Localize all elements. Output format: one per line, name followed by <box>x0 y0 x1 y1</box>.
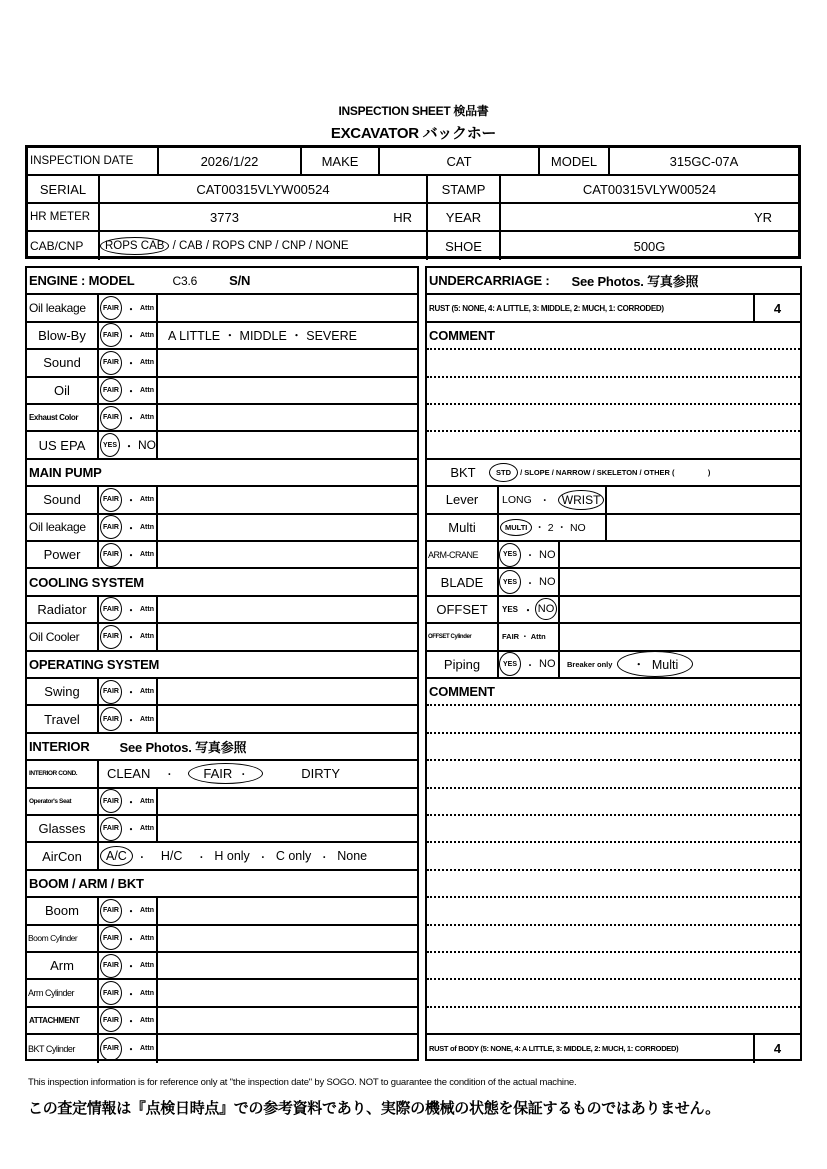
row-label: Boom Cylinder <box>27 926 99 951</box>
attn-option: Attn <box>140 633 154 641</box>
row-label: Sound <box>27 350 99 375</box>
bkt-row <box>427 460 800 487</box>
table-row <box>27 1008 417 1035</box>
no-option: NO <box>138 438 156 453</box>
table-row <box>27 1035 417 1062</box>
status-options <box>99 679 158 704</box>
yes-no-options <box>499 597 560 622</box>
separator: ・ <box>539 496 550 508</box>
yes-no-options <box>499 569 560 594</box>
disclaimer-english: This inspection information is for reference only at "the inspection date" by SOGO. NOT to guarantee the condition of the actual machine. <box>28 1077 577 1088</box>
rust-body-row <box>427 1035 800 1062</box>
engine-model-value: C3.6 <box>172 273 198 288</box>
serial-label: SERIAL <box>28 176 100 202</box>
make-label: MAKE <box>302 148 380 174</box>
fair-circle: FAIR <box>100 680 122 704</box>
attn-option: Attn <box>140 359 154 367</box>
status-options <box>99 487 158 512</box>
machine-info-table <box>25 145 801 259</box>
table-row <box>27 542 417 569</box>
no-selected-circle: NO <box>535 598 557 620</box>
attn-option: Attn <box>140 605 154 613</box>
status-options <box>99 295 158 320</box>
table-row <box>27 405 417 432</box>
row-label: ARM-CRANE <box>427 542 499 567</box>
rust-value: 4 <box>773 300 782 316</box>
row-label: Exhaust Color <box>27 405 99 430</box>
comment-cell[interactable] <box>158 953 417 978</box>
separator: ・ <box>126 386 136 398</box>
separator: ・ <box>126 359 136 371</box>
inspection-date-value: 2026/1/22 <box>159 148 302 174</box>
separator: ・ <box>126 1045 136 1057</box>
status-options <box>99 953 158 978</box>
table-row <box>27 597 417 624</box>
comment-header-row <box>427 323 800 350</box>
comment-cell[interactable] <box>158 980 417 1005</box>
table-row <box>27 953 417 980</box>
yes-no-options <box>499 542 560 567</box>
row-label: Lever <box>427 487 499 512</box>
table-row <box>27 350 417 377</box>
comment-line[interactable] <box>427 953 800 980</box>
model-label: MODEL <box>540 148 610 174</box>
fair-circle: FAIR <box>100 707 122 731</box>
fair-circle: FAIR <box>100 543 122 567</box>
separator: ・ <box>126 907 136 919</box>
attn-option: Attn <box>140 523 154 531</box>
yes-circle: YES <box>100 433 120 457</box>
row-label: BLADE <box>427 569 499 594</box>
separator: ・ <box>126 551 136 563</box>
wrist-selected-circle: WRIST <box>558 490 605 510</box>
comment-cell[interactable] <box>158 789 417 814</box>
attn-option: Attn <box>140 715 154 723</box>
aircon-row <box>27 843 417 870</box>
separator: ・ <box>126 688 136 700</box>
row-label: US EPA <box>27 432 99 457</box>
engine-sn-label: S/N <box>229 273 251 289</box>
row-label: Oil leakage <box>27 515 99 540</box>
row-label: Travel <box>27 706 99 731</box>
offset-row <box>427 597 800 624</box>
yes-circle: YES <box>499 652 521 676</box>
fair-circle: FAIR <box>100 296 122 320</box>
hr-meter-label: HR METER <box>28 204 100 230</box>
separator: ・ <box>523 605 534 617</box>
comment-label: COMMENT <box>429 327 495 343</box>
fair-circle: FAIR <box>100 926 122 950</box>
fair-circle: FAIR <box>100 817 122 841</box>
interior-title: INTERIOR <box>29 738 90 754</box>
attn-option: Attn <box>140 304 154 312</box>
separator: ・ <box>196 852 207 864</box>
attn-option: Attn <box>140 551 154 559</box>
table-row <box>27 926 417 953</box>
std-selected-circle: STD <box>489 463 518 482</box>
stamp-label: STAMP <box>428 176 501 202</box>
cab-other-options: / CAB / ROPS CNP / CNP / NONE <box>169 240 349 252</box>
row-label: Glasses <box>27 816 99 841</box>
interior-section-title <box>27 734 417 759</box>
rust-body-value: 4 <box>773 1041 782 1057</box>
none-option: None <box>337 849 368 864</box>
status-options <box>99 706 158 731</box>
multi-row <box>427 515 800 542</box>
row-label: Operator's Seat <box>27 789 99 814</box>
boom-section-title: BOOM / ARM / BKT <box>29 875 144 891</box>
cab-label: CAB/CNP <box>28 232 100 260</box>
comment-cell[interactable] <box>158 432 417 457</box>
fair-circle: FAIR <box>100 406 122 430</box>
row-label: OFFSET <box>427 597 499 622</box>
status-options <box>99 980 158 1005</box>
fair-circle: FAIR <box>100 954 122 978</box>
table-row <box>27 706 417 733</box>
comment-line[interactable] <box>427 734 800 761</box>
attn-option: Attn <box>140 907 154 915</box>
separator: ・ <box>257 852 268 864</box>
hr-meter-cell <box>100 204 428 230</box>
comment-cell[interactable] <box>158 378 417 403</box>
fair-circle: FAIR <box>100 488 122 512</box>
comment-line[interactable] <box>427 432 800 459</box>
separator: ・ <box>238 770 249 782</box>
comment-cell[interactable] <box>158 706 417 731</box>
attn-option: Attn <box>140 1016 154 1024</box>
comment-line[interactable] <box>427 789 800 816</box>
row-label: Oil leakage <box>27 295 99 320</box>
status-options <box>99 624 158 649</box>
fair-circle: FAIR <box>100 981 122 1005</box>
separator: ・ <box>126 304 136 316</box>
h-only-option: H only <box>214 849 250 864</box>
row-label: OFFSET Cylinder <box>427 624 499 649</box>
comment-cell[interactable] <box>158 515 417 540</box>
fair-circle: FAIR <box>100 789 122 813</box>
row-label: Oil Cooler <box>27 624 99 649</box>
interior-header-row <box>27 734 417 761</box>
status-options <box>99 350 158 375</box>
comment-line[interactable] <box>427 926 800 953</box>
no-option: NO <box>539 548 556 561</box>
status-options <box>99 515 158 540</box>
fair-option: FAIR <box>203 766 233 782</box>
status-options <box>99 405 158 430</box>
row-label: Swing <box>27 679 99 704</box>
main-pump-section-title: MAIN PUMP <box>29 464 102 480</box>
separator: ・ <box>525 578 535 590</box>
attn-option: Attn <box>140 962 154 970</box>
left-panel <box>25 266 419 1061</box>
comment-line[interactable] <box>427 871 800 898</box>
arm-crane-row <box>427 542 800 569</box>
ac-selected-circle: A/C <box>100 846 133 866</box>
row-label: Boom <box>27 898 99 923</box>
attn-option: Attn <box>140 496 154 504</box>
interior-cond-row <box>27 761 417 788</box>
row-label: Multi <box>427 515 499 540</box>
comment-cell[interactable] <box>158 1035 417 1062</box>
comment-cell[interactable] <box>158 405 417 430</box>
comment-cell[interactable] <box>158 1008 417 1033</box>
comment-cell[interactable] <box>158 679 417 704</box>
comment-line[interactable] <box>427 761 800 788</box>
machine-type-title: EXCAVATOR バックホー <box>330 125 497 142</box>
fair-selected-circle <box>188 763 263 784</box>
rust-row <box>427 295 800 322</box>
fair-circle: FAIR <box>100 625 122 649</box>
rust-body-label: RUST of BODY (5: NONE, 4: A LITTLE, 3: MIDDLE, 2: MUCH, 1: CORRODED) <box>427 1035 755 1062</box>
attn-option: Attn <box>140 989 154 997</box>
undercarriage-section-title <box>427 268 800 293</box>
separator: ・ <box>126 962 136 974</box>
breaker-only-option: Breaker only <box>567 659 613 669</box>
comment-line[interactable] <box>427 816 800 843</box>
comment-line[interactable] <box>427 706 800 733</box>
year-cell <box>501 204 798 230</box>
table-row <box>27 789 417 816</box>
bkt-options <box>489 460 800 485</box>
shoe-value: 500G <box>633 238 666 254</box>
attn-option: Attn <box>140 331 154 339</box>
table-row <box>27 295 417 322</box>
status-options <box>99 597 158 622</box>
attn-option: Attn <box>140 386 154 394</box>
row-label: Sound <box>27 487 99 512</box>
comment-line[interactable] <box>427 1008 800 1035</box>
year-label: YEAR <box>428 204 501 230</box>
undercarriage-header-row <box>427 268 800 295</box>
header-row-date <box>28 148 798 176</box>
separator: ・ <box>126 496 136 508</box>
status-options <box>99 378 158 403</box>
engine-header-row <box>27 268 417 295</box>
comment2-header-row <box>427 679 800 706</box>
operating-header-row <box>27 652 417 679</box>
table-row <box>27 679 417 706</box>
separator: ・ <box>124 441 134 453</box>
cab-options <box>100 232 428 260</box>
fair-circle: FAIR <box>100 378 122 402</box>
main-pump-header-row <box>27 460 417 487</box>
separator: ・ <box>126 989 136 1001</box>
separator: ・ <box>126 331 136 343</box>
hc-option: H/C <box>160 849 183 864</box>
boom-header-row <box>27 871 417 898</box>
bkt-other-options: / SLOPE / NARROW / SKELETON / OTHER ( ) <box>518 467 711 477</box>
separator: ・ <box>164 770 175 782</box>
lever-options <box>499 487 607 512</box>
row-label: AirCon <box>27 843 99 868</box>
cooling-header-row <box>27 569 417 596</box>
undercarriage-title: UNDERCARRIAGE : <box>429 273 550 289</box>
table-row <box>27 323 417 350</box>
blade-row <box>427 569 800 596</box>
comment-cell[interactable] <box>158 624 417 649</box>
hr-meter-value: 3773 <box>210 209 239 225</box>
table-row <box>27 980 417 1007</box>
yes-no-options <box>499 652 560 677</box>
comment-cell[interactable] <box>158 597 417 622</box>
separator: ・ <box>525 551 535 563</box>
attn-option: Attn <box>140 797 154 805</box>
fair-circle: FAIR <box>100 515 122 539</box>
offset-cylinder-row <box>427 624 800 651</box>
row-label: Arm <box>27 953 99 978</box>
fair-circle: FAIR <box>100 351 122 375</box>
table-row <box>27 624 417 651</box>
model-value: 315GC-07A <box>669 153 739 169</box>
multi-other-options: ・ 2 ・ NO <box>534 521 586 534</box>
separator: ・ <box>126 825 136 837</box>
status-options <box>99 816 158 841</box>
make-value: CAT <box>380 148 540 174</box>
separator: ・ <box>136 852 147 864</box>
status-options <box>99 926 158 951</box>
row-label: Piping <box>427 652 499 677</box>
cab-selected-circle: ROPS CAB <box>100 237 169 255</box>
attn-option: Attn <box>140 934 154 942</box>
comment-line[interactable] <box>427 378 800 405</box>
year-unit: YR <box>753 209 772 225</box>
row-label: ATTACHMENT <box>27 1008 99 1033</box>
separator: ・ <box>126 797 136 809</box>
row-label: BKT Cylinder <box>27 1035 99 1062</box>
separator: ・ <box>319 852 330 864</box>
c-only-option: C only <box>275 849 312 864</box>
row-label: Oil <box>27 378 99 403</box>
comment-line[interactable] <box>427 405 800 432</box>
comment-cell[interactable] <box>158 350 417 375</box>
interior-cond-options <box>99 761 417 786</box>
comment-cell[interactable] <box>158 542 417 567</box>
status-options <box>99 789 158 814</box>
hr-unit: HR <box>393 209 412 225</box>
table-row <box>27 816 417 843</box>
status-options <box>99 323 158 348</box>
operating-section-title: OPERATING SYSTEM <box>29 656 160 672</box>
blow-by-levels: A LITTLE ・ MIDDLE ・ SEVERE <box>168 329 357 344</box>
fair-circle: FAIR <box>100 323 122 347</box>
attn-option: Attn <box>140 825 154 833</box>
yes-circle: YES <box>499 543 521 567</box>
row-label: INTERIOR COND. <box>27 761 99 786</box>
no-option: NO <box>539 658 556 671</box>
attn-option: Attn <box>140 1045 154 1053</box>
dirty-option: DIRTY <box>301 766 341 782</box>
status-options <box>99 898 158 923</box>
attn-option: Attn <box>140 414 154 422</box>
rust-label: RUST (5: NONE, 4: A LITTLE, 3: MIDDLE, 2: MUCH, 1: CORRODED) <box>427 295 755 320</box>
no-option: NO <box>539 576 556 589</box>
table-row <box>27 378 417 405</box>
multi-selected-circle: MULTI <box>500 519 532 536</box>
status-options <box>99 1035 158 1062</box>
row-label: Power <box>27 542 99 567</box>
row-label: Arm Cylinder <box>27 980 99 1005</box>
status-options <box>99 1008 158 1033</box>
yes-circle: YES <box>499 570 521 594</box>
header-row-hr <box>28 204 798 232</box>
comment-cell[interactable] <box>158 816 417 841</box>
right-panel <box>425 266 802 1061</box>
fair-circle: FAIR <box>100 597 122 621</box>
separator: ・ <box>126 414 136 426</box>
multi-selected-circle: ・ Multi <box>617 652 693 677</box>
separator: ・ <box>126 633 136 645</box>
serial-value: CAT00315VLYW00524 <box>100 176 428 202</box>
comment-line[interactable] <box>427 843 800 870</box>
inspection-date-label: INSPECTION DATE <box>28 148 159 174</box>
separator: ・ <box>126 605 136 617</box>
attn-option: Attn <box>140 688 154 696</box>
us-epa-row <box>27 432 417 459</box>
table-row <box>27 515 417 542</box>
fair-circle: FAIR <box>100 1037 122 1061</box>
table-row <box>27 898 417 925</box>
clean-option: CLEAN <box>107 766 151 782</box>
offset-cylinder-options: FAIR ・ Attn <box>499 624 560 649</box>
aircon-options <box>99 843 417 868</box>
fair-circle: FAIR <box>100 899 122 923</box>
comment-label: COMMENT <box>429 684 495 700</box>
see-photos-note: See Photos. 写真参照 <box>119 739 247 755</box>
piping-type-options <box>560 652 800 677</box>
cooling-section-title: COOLING SYSTEM <box>29 574 144 590</box>
sheet-title: INSPECTION SHEET 検品書 <box>338 104 489 118</box>
engine-section-title: ENGINE : MODEL C3.6 S/N <box>29 273 251 289</box>
separator: ・ <box>126 1016 136 1028</box>
comment-line[interactable] <box>427 980 800 1007</box>
row-label: BKT <box>450 464 476 480</box>
comment-cell[interactable] <box>158 926 417 951</box>
stamp-value: CAT00315VLYW00524 <box>582 181 717 197</box>
separator: ・ <box>126 715 136 727</box>
disclaimer-japanese: この査定情報は『点検日時点』での参考資料であり、実際の機械の状態を保証するものではありません。 <box>28 1100 720 1117</box>
status-options <box>99 542 158 567</box>
separator: ・ <box>126 934 136 946</box>
comment-cell[interactable] <box>158 487 417 512</box>
shoe-label: SHOE <box>428 232 501 260</box>
comment-cell[interactable] <box>158 898 417 923</box>
yes-option: YES <box>502 604 519 614</box>
yes-no-options <box>99 432 158 457</box>
fair-circle: FAIR <box>100 1008 122 1032</box>
comment-line[interactable] <box>427 898 800 925</box>
multi-options <box>499 515 607 540</box>
separator: ・ <box>525 660 535 672</box>
see-photos-note: See Photos. 写真参照 <box>571 274 699 290</box>
row-label: Blow-By <box>27 323 99 348</box>
piping-row <box>427 652 800 679</box>
header-row-cab <box>28 232 798 260</box>
separator: ・ <box>126 523 136 535</box>
table-row <box>27 487 417 514</box>
row-label: Radiator <box>27 597 99 622</box>
header-row-serial <box>28 176 798 204</box>
comment-line[interactable] <box>427 350 800 377</box>
long-option: LONG <box>502 493 532 506</box>
comment-cell[interactable] <box>158 295 417 320</box>
lever-row <box>427 487 800 514</box>
